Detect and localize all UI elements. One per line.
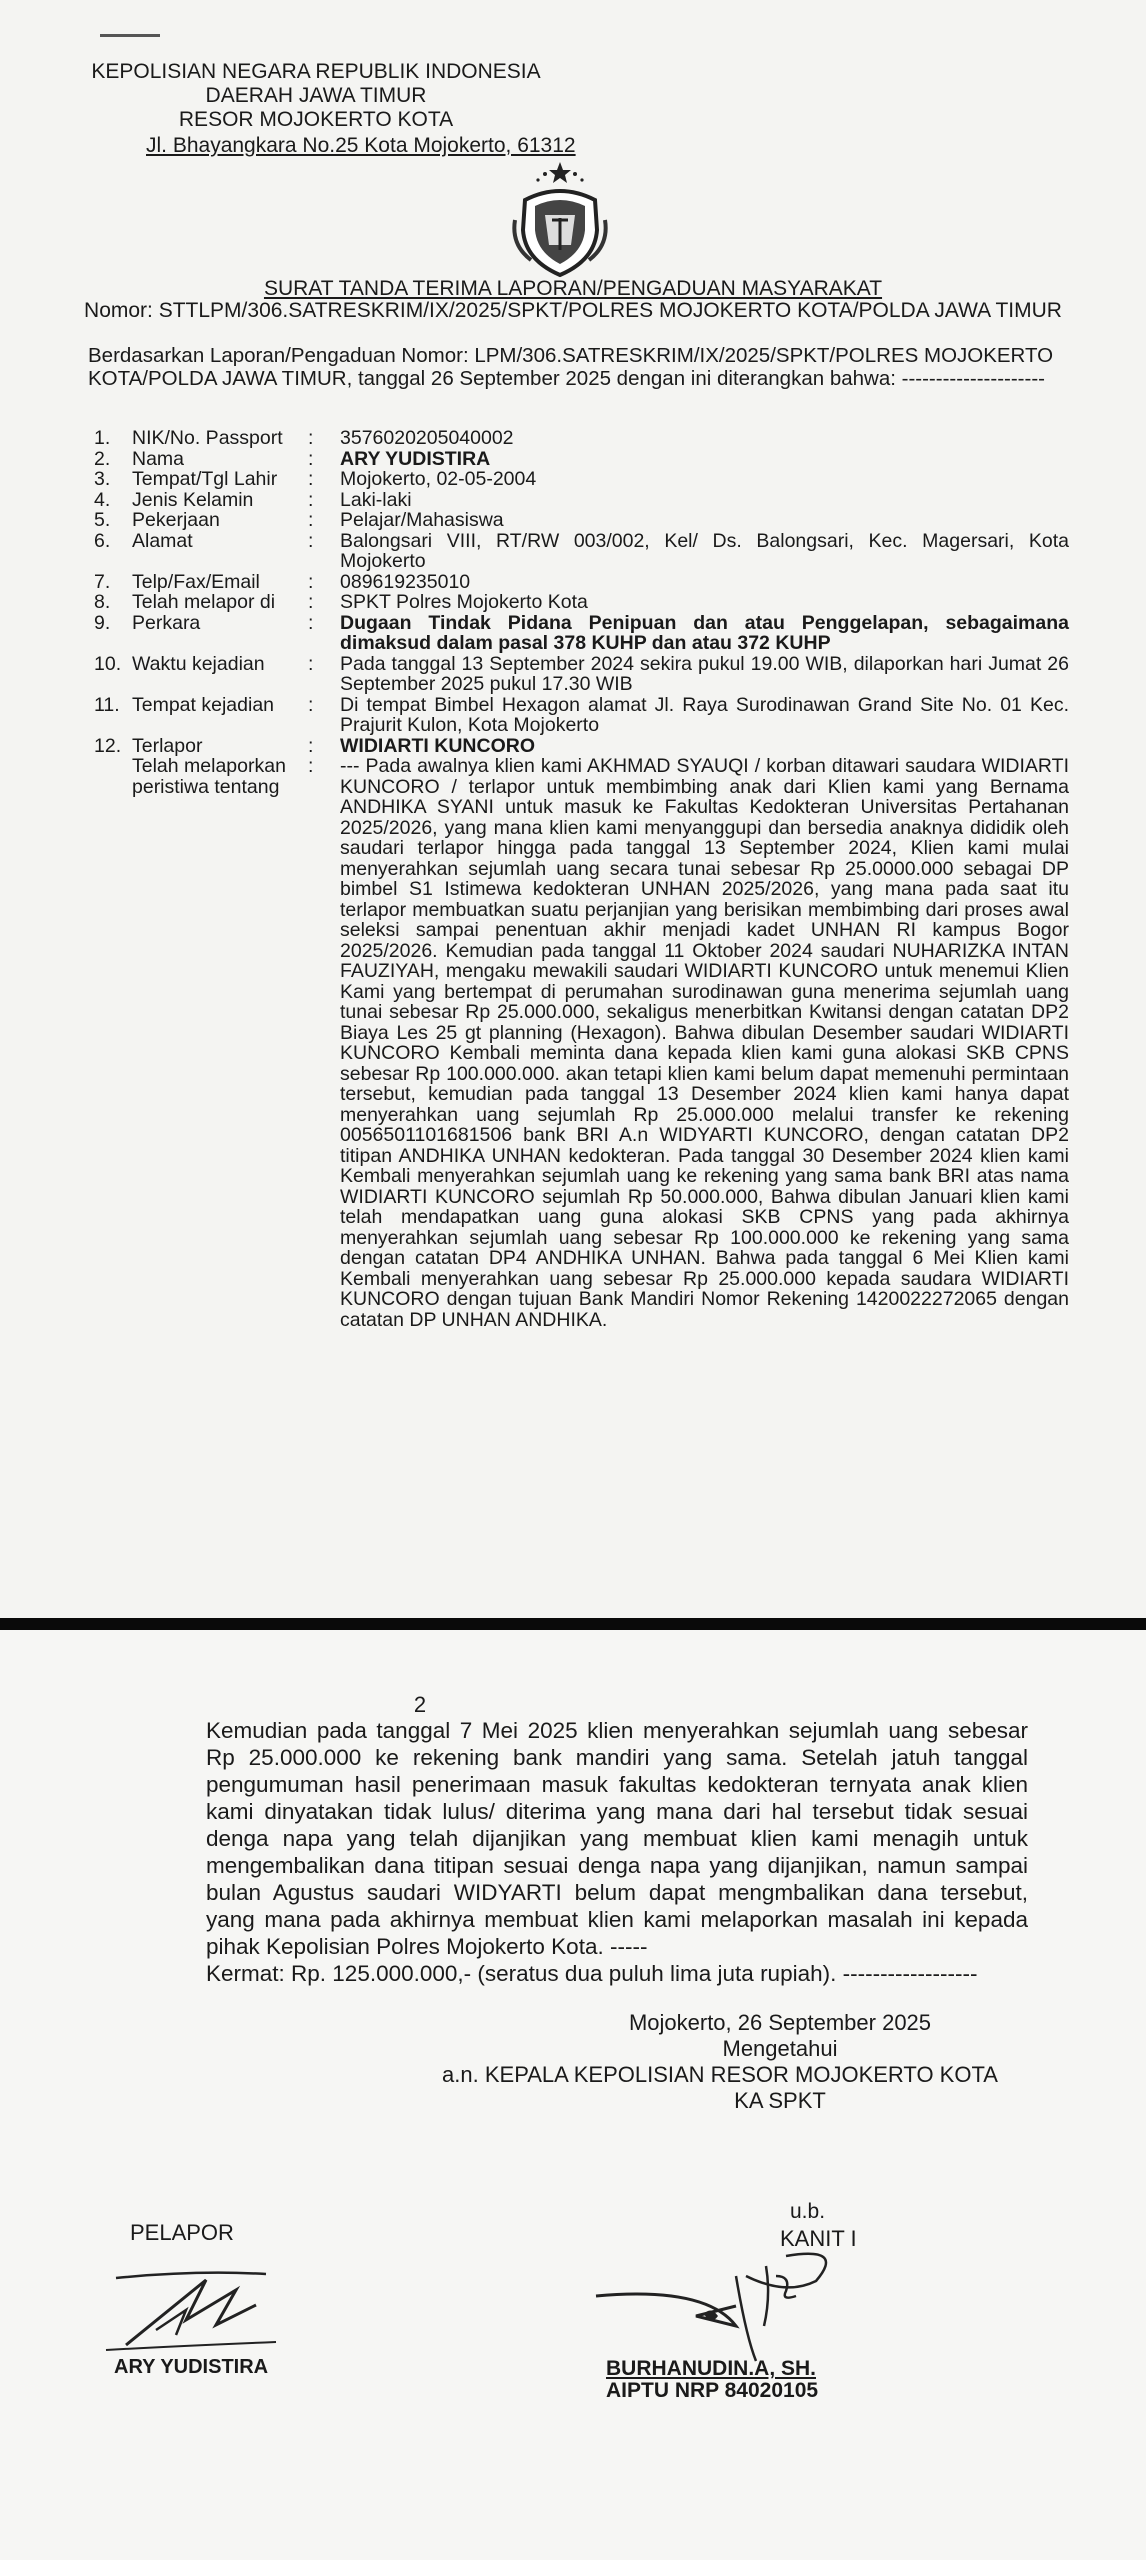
field-number: 4. [94, 488, 111, 511]
field-value: 089619235010 [340, 570, 471, 593]
field-number [94, 756, 132, 1330]
peristiwa-label-1: Telah melaporkan [132, 755, 286, 777]
field-value: Laki-laki [340, 488, 412, 511]
table-row [94, 736, 1069, 757]
field-label: Telah melapor di [132, 591, 276, 613]
intro-text: Berdasarkan Laporan/Pengaduan Nomor: LPM/306.SATRESKRIM/IX/2025/SPKT/POLRES MOJOKERTO KOTA/POLDA JAWA TIMUR, tanggal 26 September 2025 dengan ini diterangkan bahwa: --------------------- [88, 344, 1054, 390]
field-label: Perkara [132, 611, 201, 634]
field-colon: : [308, 468, 314, 490]
table-row [94, 510, 1069, 531]
field-colon: : [308, 488, 314, 511]
field-value: SPKT Polres Mojokerto Kota [340, 591, 588, 613]
field-number: 11. [94, 693, 120, 716]
field-value: Dugaan Tindak Pidana Penipuan dan atau Penggelapan, sebagaimana dimaksud dalam pasal 378 KUHP dan atau 372 KUHP [340, 611, 1069, 654]
field-label: Alamat [132, 529, 193, 552]
field-number: 3. [94, 468, 111, 490]
field-colon: : [308, 427, 314, 449]
field-number: 5. [94, 509, 111, 531]
field-number: 12. [94, 734, 122, 757]
field-value: Mojokerto, 02-05-2004 [340, 468, 537, 490]
document-title: SURAT TANDA TERIMA LAPORAN/PENGADUAN MASYARAKAT [263, 277, 883, 300]
field-number: 1. [94, 427, 111, 449]
officer-name: BURHANUDIN.A, SH. [606, 2357, 816, 2380]
field-label: Tempat/Tgl Lahir [132, 468, 278, 490]
field-value: 3576020205040002 [340, 427, 514, 449]
field-number: 7. [94, 570, 111, 593]
field-label: Pekerjaan [132, 509, 220, 531]
table-row [94, 756, 1069, 1330]
pelapor-name: ARY YUDISTIRA [114, 2356, 269, 2378]
table-row [94, 531, 1069, 572]
signature-block [400, 2010, 1040, 2114]
officer-rank: AIPTU NRP 84020105 [606, 2379, 819, 2402]
field-label: Terlapor [132, 734, 203, 757]
field-value: Balongsari VIII, RT/RW 003/002, Kel/ Ds. Balongsari, Kec. Magersari, Kota Mojokerto [340, 529, 1069, 572]
field-number: 10. [94, 652, 122, 675]
pelapor-signature-icon [96, 2250, 286, 2360]
field-value: WIDIARTI KUNCORO [340, 734, 535, 757]
field-label: Waktu kejadian [132, 652, 265, 675]
field-number: 6. [94, 529, 111, 552]
on-behalf-of: a.n. KEPALA KEPOLISIAN RESOR MOJOKERTO KOTA [442, 2062, 998, 2087]
field-label: NIK/No. Passport [132, 427, 283, 449]
field-colon: : [308, 509, 314, 531]
field-colon: : [308, 734, 314, 757]
peristiwa-label-2: peristiwa tentang [132, 775, 280, 798]
table-row [94, 469, 1069, 490]
officer-block [606, 2358, 818, 2402]
top-mark [100, 34, 160, 37]
field-label: Jenis Kelamin [132, 488, 254, 511]
field-label: Telp/Fax/Email [132, 570, 260, 593]
place-date: Mojokerto, 26 September 2025 [628, 2010, 932, 2035]
field-label [132, 756, 308, 1330]
table-row [94, 490, 1069, 511]
mengetahui: Mengetahui [722, 2036, 838, 2061]
kanit-label: KANIT I [780, 2226, 857, 2251]
field-colon: : [308, 652, 314, 675]
letterhead-line-3: RESOR MOJOKERTO KOTA [178, 108, 454, 131]
field-number: 2. [94, 447, 111, 470]
field-value: Di tempat Bimbel Hexagon alamat Jl. Raya Surodinawan Grand Site No. 01 Kec. Prajurit Kulon, Kota Mojokerto [340, 693, 1069, 736]
table-row [94, 654, 1069, 695]
table-row [94, 613, 1069, 654]
continuation-paragraph [206, 1717, 1028, 1987]
peristiwa-text: --- Pada awalnya klien kami AKHMAD SYAUQI / korban ditawari saudara WIDIARTI KUNCORO / terlapor untuk membimbing anak dari Klien kami yang Bernama ANDHIKA SYANI untuk masuk ke Fakultas Kedokteran Universitas Pertahanan 2025/2026, yang mana klien kami menyanggupi dan bersedia anaknya dididik oleh saudari terlapor hingga pada tanggal 13 September 2024, Klien kami mulai menyerahkan sejumlah uang secara tunai sebesar Rp 25.0000.000 sebagai DP bimbel S1 Istimewa kedokteran UNHAN 2025/2026, yang mana pada saat itu terlapor membuatkan suatu perjanjian yang berisikan membimbing dari proses awal seleksi sampai penentuan akhir menjadi kadet UNHAN RI kampus Bogor 2025/2026. Kemudian pada tanggal 11 Oktober 2024 saudari NUHARIZKA INTAN FAUZIYAH, mengaku mewakili saudari WIDIARTI KUNCORO untuk menemui Klien Kami yang bertempat di perumahan surodinawan guna menerima sejumlah uang tunai sebesar Rp 25.000.000, sekaligus menerbitkan Kwitansi dengan catatan DP2 Biaya Les 25 gt planning (Hexagon). Bahwa dibulan Desember saudari WIDIARTI KUNCORO Kembali meminta dana kepada klien kami guna alokasi SKB CPNS sebesar Rp 100.000.000. akan tetapi klien kami belum dapat memenuhi permintaan tersebut, kemudian pada tanggal 13 Desember 2024 klien kami hanya dapat menyerahkan uang sejumlah Rp 25.000.000 melalui transfer ke rekening 0056501101681506 bank BRI A.n WIDYARTI KUNCORO, dengan catatan DP2 titipan ANDHIKA UNHAN kedokteran. Pada tanggal 30 Desember 2024 klien kami Kembali menyerahkan sejumlah uang ke rekening yang sama bank BRI atas nama WIDIARTI KUNCORO sejumlah Rp 50.000.000, Bahwa dibulan Januari klien kami telah mendapatkan uang guna alokasi SKB CPNS yang pada akhirnya menyerahkan sejumlah uang sebesar Rp 100.000.000 ke rekening yang sama dengan catatan DP4 ANDHIKA UNHAN. Bahwa pada tanggal 6 Mei Klien kami Kembali menyerahkan uang sebesar Rp 25.000.000 kepada saudara WIDIARTI KUNCORO dengan tujuan Bank Mandiri Nomor Rekening 1420022272065 dengan catatan DP UNHAN ANDHIKA. [340, 755, 1069, 1331]
field-number: 9. [94, 611, 111, 634]
field-colon: : [308, 755, 314, 777]
field-colon: : [308, 570, 314, 593]
letterhead-address: Jl. Bhayangkara No.25 Kota Mojokerto, 61312 [146, 134, 576, 157]
officer-signature-icon [586, 2236, 846, 2366]
table-row [94, 428, 1069, 449]
field-value: Pada tanggal 13 September 2024 sekira pukul 19.00 WIB, dilaporkan hari Jumat 26 September 2025 pukul 17.30 WIB [340, 652, 1069, 695]
table-row [94, 695, 1069, 736]
table-row [94, 592, 1069, 613]
intro-paragraph [88, 344, 1068, 390]
pelapor-label: PELAPOR [130, 2220, 234, 2245]
document-number: Nomor: STTLPM/306.SATRESKRIM/IX/2025/SPKT/POLRES MOJOKERTO KOTA/POLDA JAWA TIMUR [84, 299, 1062, 322]
field-colon: : [308, 611, 314, 634]
field-label: Tempat kejadian [132, 693, 275, 716]
field-value: Pelajar/Mahasiswa [340, 509, 504, 531]
page-number: 2 [413, 1692, 427, 1717]
police-emblem-icon [505, 160, 615, 280]
field-colon: : [308, 529, 314, 552]
letterhead-line-1: KEPOLISIAN NEGARA REPUBLIK INDONESIA [91, 60, 541, 83]
field-number: 8. [94, 591, 111, 613]
letterhead [86, 60, 576, 158]
ka-spkt: KA SPKT [734, 2088, 826, 2113]
table-row [94, 449, 1069, 470]
field-colon: : [308, 447, 314, 470]
ub-label: u.b. [790, 2200, 826, 2223]
continuation-text: Kemudian pada tanggal 7 Mei 2025 klien menyerahkan sejumlah uang sebesar Rp 25.000.000 ke rekening bank mandiri yang sama. Setelah jatuh tanggal pengumuman hasil penerimaan masuk fakultas kedokteran ternyata anak klien kami dinyatakan tidak lulus/ diterima yang mana dari hal tersebut tidak sesuai denga napa yang telah dijanjikan yang membuat klien kami menagih untuk mengembalikan dana titipan sesuai denga napa yang dijanjikan, namun sampai bulan Agustus saudari WIDYARTI belum dapat mengmbalikan dana tersebut, yang mana pada akhirnya membuat klien kami melaporkan masalah ini kepada pihak Kepolisian Polres Mojokerto Kota. ----- [206, 1718, 1028, 1959]
field-value: ARY YUDISTIRA [340, 447, 491, 470]
loss-amount: Kermat: Rp. 125.000.000,- (seratus dua puluh lima juta rupiah). ------------------ [206, 1961, 978, 1986]
page-divider [0, 1618, 1146, 1630]
field-label: Nama [132, 447, 185, 470]
field-colon: : [308, 693, 314, 716]
report-fields-table [94, 428, 1069, 1330]
letterhead-line-2: DAERAH JAWA TIMUR [205, 84, 427, 107]
field-colon: : [308, 591, 314, 613]
table-row [94, 572, 1069, 593]
